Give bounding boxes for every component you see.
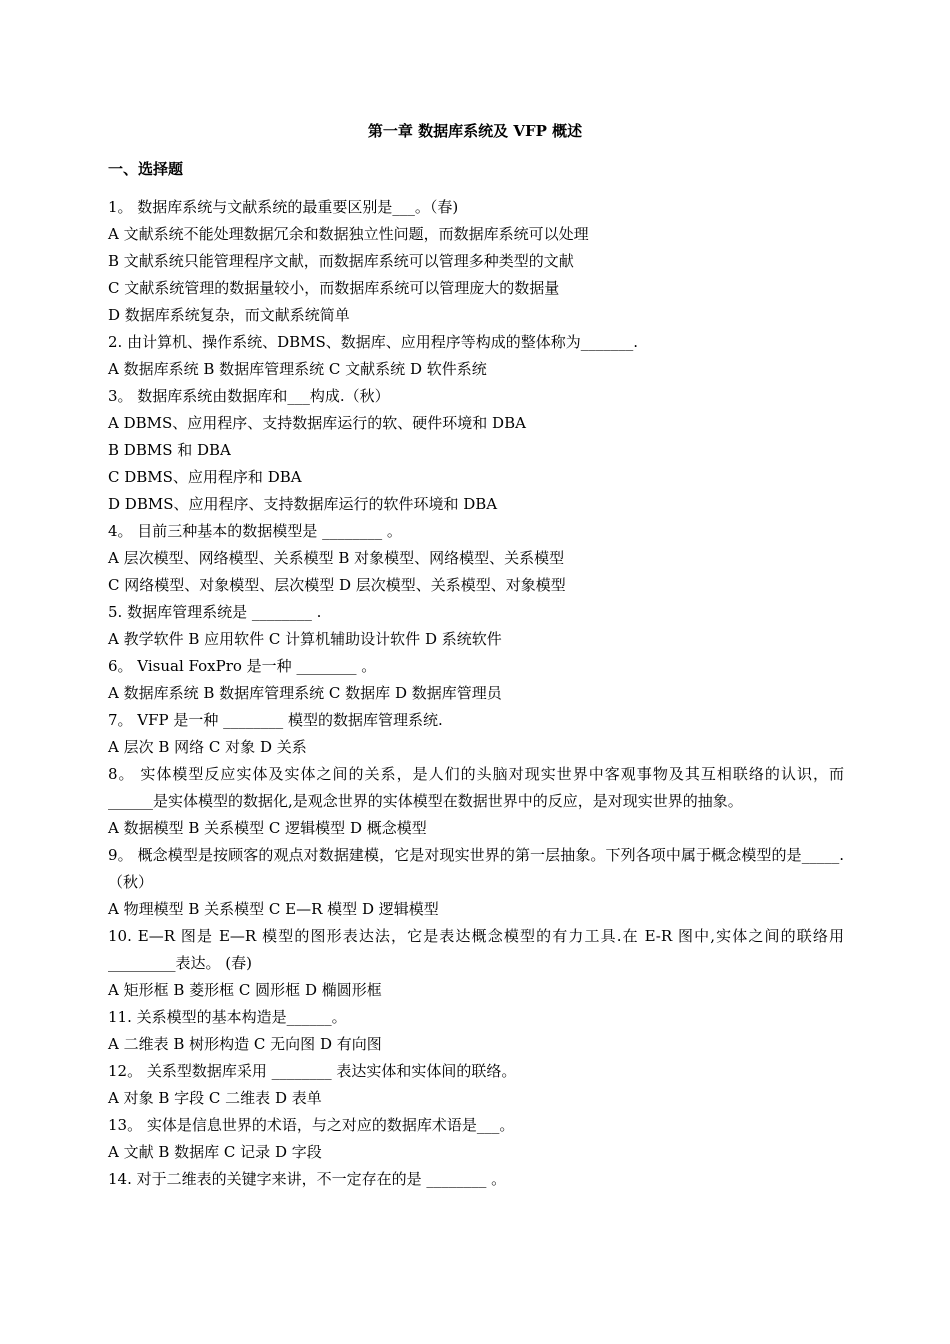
q11-stem: 11. 关系模型的基本构造是______。: [108, 1008, 347, 1026]
q3-stem: 3。 数据库系统由数据库和___构成.（秋）: [108, 387, 390, 405]
q7-stem: 7。 VFP 是一种 ________ 模型的数据库管理系统.: [108, 711, 443, 729]
q9-stem: 9。 概念模型是按顾客的观点对数据建模，它是对现实世界的第一层抽象。下列各项中属于概念模型的是_____.（秋）: [108, 846, 844, 891]
q1-option-b: B 文献系统只能管理程序文献，而数据库系统可以管理多种类型的文献: [108, 252, 574, 270]
q6-stem: 6。 Visual FoxPro 是一种 ________ 。: [108, 657, 377, 675]
q3-option-d: D DBMS、应用程序、支持数据库运行的软件环境和 DBA: [108, 495, 498, 513]
q1-option-c: C 文献系统管理的数据量较小，而数据库系统可以管理庞大的数据量: [108, 279, 560, 297]
q12-options: A 对象 B 字段 C 二维表 D 表单: [108, 1089, 322, 1107]
q4-stem: 4。 目前三种基本的数据模型是 ________ 。: [108, 522, 402, 540]
question-list: [108, 194, 844, 1193]
section-heading: 一、选择题: [108, 160, 184, 178]
q10-options: A 矩形框 B 菱形框 C 圆形框 D 椭圆形框: [108, 981, 382, 999]
q9-options: A 物理模型 B 关系模型 C E—R 模型 D 逻辑模型: [108, 900, 439, 918]
q3-option-b: B DBMS 和 DBA: [108, 441, 231, 459]
q1-option-a: A 文献系统不能处理数据冗余和数据独立性问题，而数据库系统可以处理: [108, 225, 589, 243]
q5-stem: 5. 数据库管理系统是 ________ .: [108, 603, 322, 621]
q13-options: A 文献 B 数据库 C 记录 D 字段: [108, 1143, 322, 1161]
q8-options: A 数据模型 B 关系模型 C 逻辑模型 D 概念模型: [108, 819, 427, 837]
q13-stem: 13。 实体是信息世界的术语，与之对应的数据库术语是___。: [108, 1116, 515, 1134]
q10-stem: 10. E—R 图是 E—R 模型的图形表达法，它是表达概念模型的有力工具.在 E-R 图中,实体之间的联络用 _________表达。 (春): [108, 927, 844, 972]
q12-stem: 12。 关系型数据库采用 ________ 表达实体和实体间的联络。: [108, 1062, 517, 1080]
q2-options: A 数据库系统 B 数据库管理系统 C 文献系统 D 软件系统: [108, 360, 487, 378]
q6-options: A 数据库系统 B 数据库管理系统 C 数据库 D 数据库管理员: [108, 684, 502, 702]
q8-stem: 8。 实体模型反应实体及实体之间的关系，是人们的头脑对现实世界中客观事物及其互相联络的认识，而 ______是实体模型的数据化,是观念世界的实体模型在数据世界中的反应，是对现实世界的抽象。: [108, 765, 844, 810]
q14-stem: 14. 对于二维表的关键字来讲，不一定存在的是 ________ 。: [108, 1170, 507, 1188]
q1-option-d: D 数据库系统复杂，而文献系统简单: [108, 306, 350, 324]
chapter-title: 第一章 数据库系统及 VFP 概述: [367, 122, 583, 140]
q1-stem: 1。 数据库系统与文献系统的最重要区别是___。（春): [108, 198, 459, 216]
q3-option-a: A DBMS、应用程序、支持数据库运行的软、硬件环境和 DBA: [108, 414, 526, 432]
q3-option-c: C DBMS、应用程序和 DBA: [108, 468, 302, 486]
q11-options: A 二维表 B 树形构造 C 无向图 D 有向图: [108, 1035, 382, 1053]
q4-options-ab: A 层次模型、网络模型、关系模型 B 对象模型、网络模型、关系模型: [108, 549, 565, 567]
q7-options: A 层次 B 网络 C 对象 D 关系: [108, 738, 307, 756]
q2-stem: 2. 由计算机、操作系统、DBMS、数据库、应用程序等构成的整体称为_______.: [108, 333, 639, 351]
q4-options-cd: C 网络模型、对象模型、层次模型 D 层次模型、关系模型、对象模型: [108, 576, 566, 594]
q5-options: A 教学软件 B 应用软件 C 计算机辅助设计软件 D 系统软件: [108, 630, 502, 648]
